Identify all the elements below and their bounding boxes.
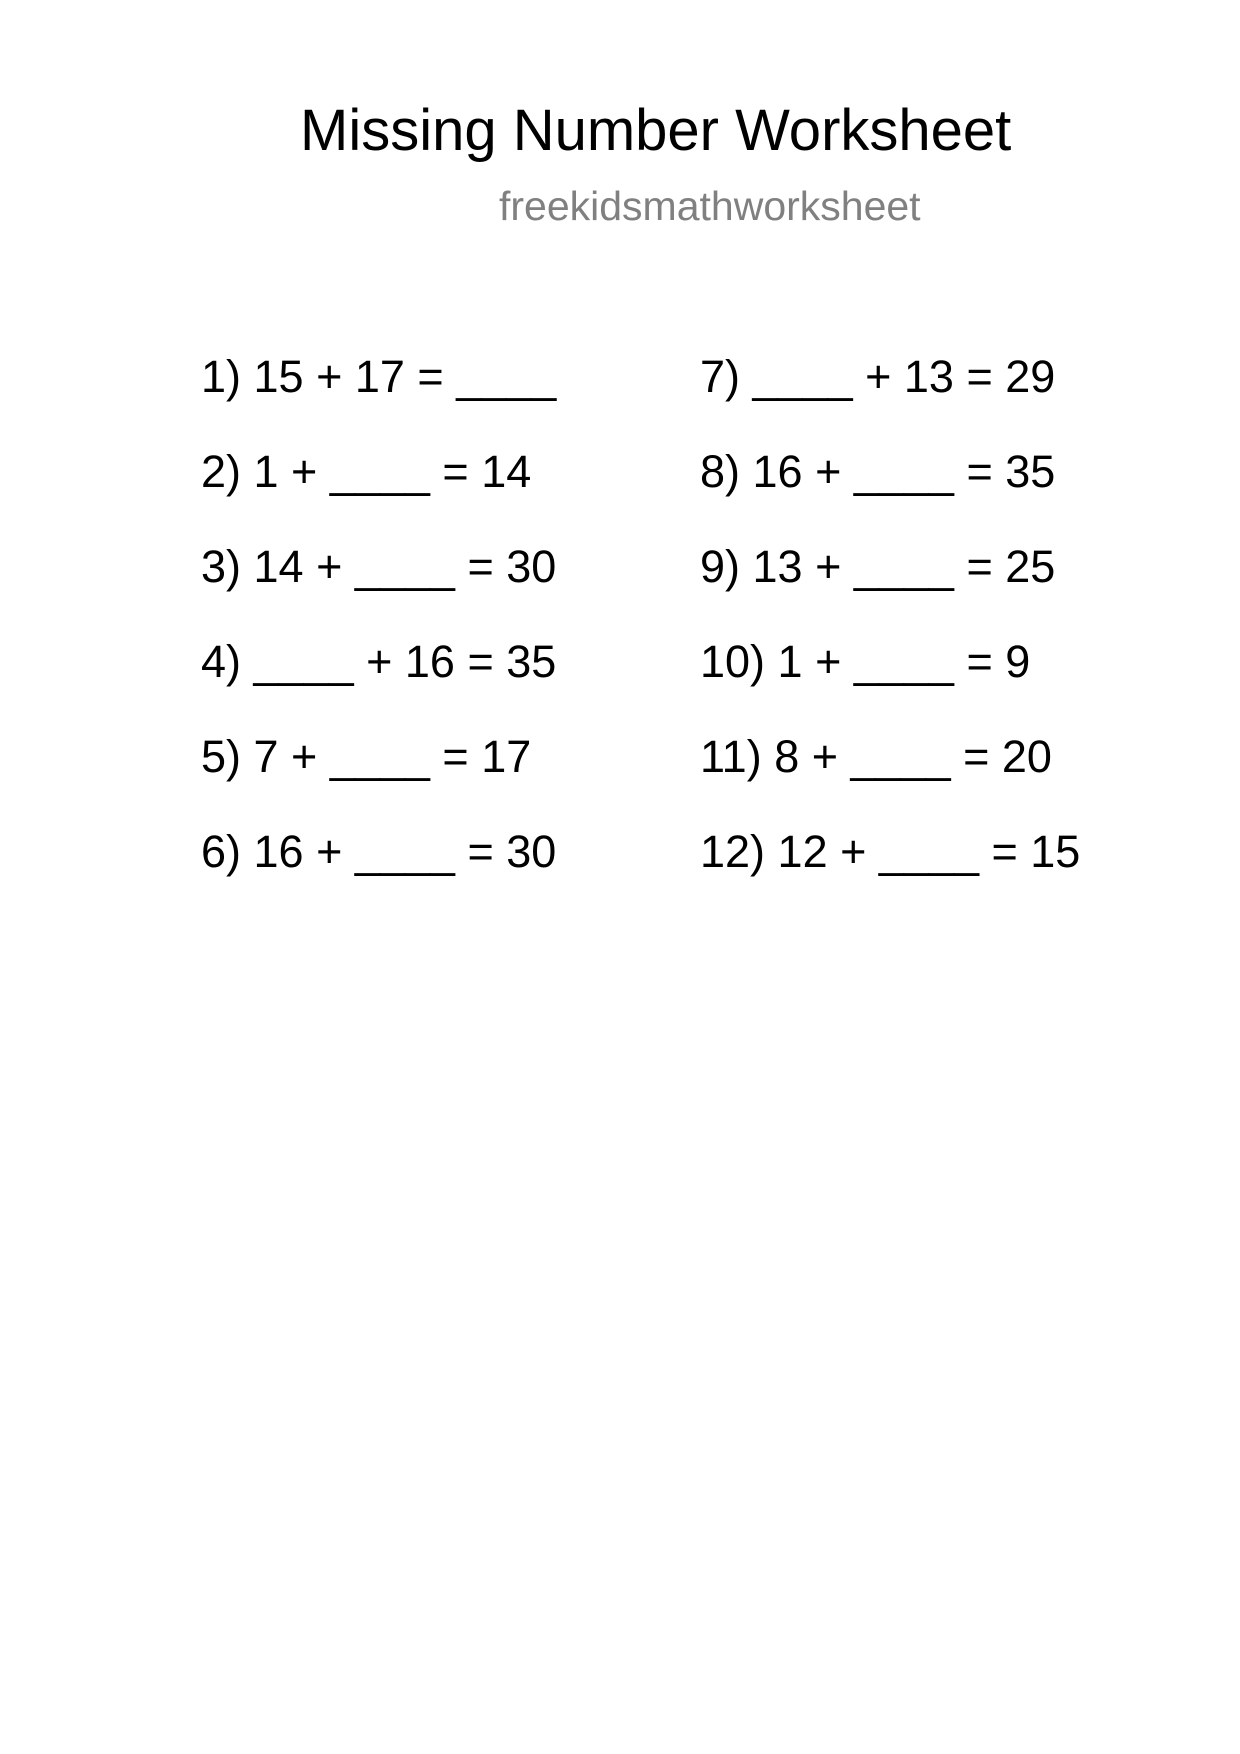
worksheet-title: Missing Number Worksheet xyxy=(300,98,1012,163)
problem-9: 9) 13 + ____ = 25 xyxy=(700,541,1056,592)
problem-12: 12) 12 + ____ = 15 xyxy=(700,826,1081,877)
problem-5: 5) 7 + ____ = 17 xyxy=(201,731,532,782)
worksheet-subtitle: freekidsmathworksheet xyxy=(499,183,921,229)
problem-1: 1) 15 + 17 = ____ xyxy=(201,351,557,402)
problem-11: 11) 8 + ____ = 20 xyxy=(700,731,1052,782)
problem-7: 7) ____ + 13 = 29 xyxy=(700,351,1056,402)
problem-6: 6) 16 + ____ = 30 xyxy=(201,826,557,877)
problem-10: 10) 1 + ____ = 9 xyxy=(700,636,1031,687)
problem-4: 4) ____ + 16 = 35 xyxy=(201,636,557,687)
problem-2: 2) 1 + ____ = 14 xyxy=(201,446,532,497)
problem-3: 3) 14 + ____ = 30 xyxy=(201,541,557,592)
problem-8: 8) 16 + ____ = 35 xyxy=(700,446,1056,497)
